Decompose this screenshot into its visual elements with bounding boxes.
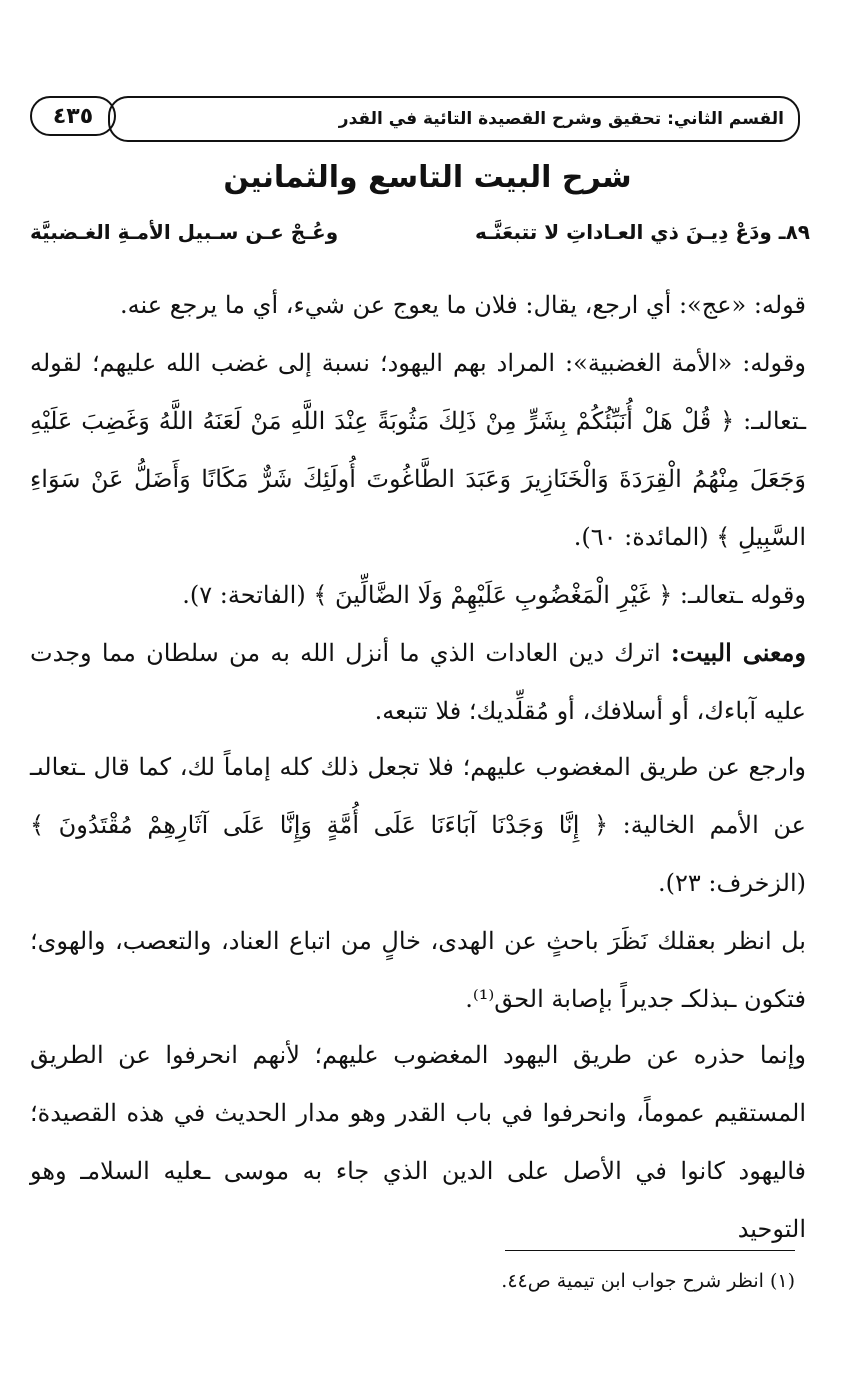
paragraph-text: وارجع عن طريق المغضوب عليهم؛ فلا تجعل ذلك كله إماماً لك، كما قال ـتعالىـ عن الأمم الخالية: ﴿ إِنَّا وَجَدْنَا آبَاءَنَا عَلَى أُمَّةٍ وَإِنَّا عَلَى آثَارِهِمْ مُقْتَدُونَ ﴾ (الزخرف: ٢٣).: [30, 753, 806, 897]
paragraph-text: بل انظر بعقلك نَظَرَ باحثٍ عن الهدى، خالٍ من اتباع العناد، والتعصب، والهوى؛ فتكون ـبذلكـ جديراً بإصابة الحق⁽¹⁾.: [30, 927, 806, 1013]
verse-line: [30, 214, 810, 254]
paragraph-4: [30, 624, 806, 740]
footnote-separator: [505, 1250, 795, 1251]
paragraph-lead: ومعنى البيت:: [670, 638, 807, 667]
section-title: شرح البيت التاسع والثمانين: [223, 160, 632, 195]
paragraph-text: اترك دين العادات الذي ما أنزل الله به من سلطان مما وجدت عليه آباءك، أو أسلافك، أو مُقلِّديك؛ فلا تتبعه.: [30, 639, 806, 725]
paragraph-text: وقوله: «الأمة الغضبية»: المراد بهم اليهود؛ نسبة إلى غضب الله عليهم؛ لقوله ـتعالىـ: ﴿ قُلْ هَلْ أُنَبِّئُكُمْ بِشَرٍّ مِنْ ذَلِكَ مَثُوبَةً عِنْدَ اللَّهِ مَنْ لَعَنَهُ اللَّهُ وَغَضِبَ عَلَيْهِ وَجَعَلَ مِنْهُمُ الْقِرَدَةَ وَالْخَنَازِيرَ وَعَبَدَ الطَّاغُوتَ أُولَئِكَ شَرٌّ مَكَانًا وَأَضَلُّ عَنْ سَوَاءِ السَّبِيلِ ﴾ (المائدة: ٦٠).: [30, 349, 806, 551]
paragraph-text: وقوله ـتعالىـ: ﴿ غَيْرِ الْمَغْضُوبِ عَلَيْهِمْ وَلَا الضَّالِّينَ ﴾ (الفاتحة: ٧).: [182, 581, 806, 609]
paragraph-2: [30, 334, 806, 566]
paragraph-6: [30, 912, 806, 1028]
paragraph-3: [30, 566, 806, 624]
paragraph-7: [30, 1026, 806, 1258]
paragraph-text: وإنما حذره عن طريق اليهود المغضوب عليهم؛ لأنهم انحرفوا عن الطريق المستقيم عموماً، وانحرفوا في باب القدر وهو مدار الحديث في هذه القصيدة؛ فاليهود كانوا في الأصل على الدين الذي جاء به موسى ـعليه السلامـ وهو التوحيد: [30, 1041, 806, 1243]
running-title: [108, 96, 800, 142]
paragraph-1: [30, 276, 806, 334]
verse-first-hemistich: ٨٩ـ ودَعْ دِيـنَ ذي العـاداتِ لا تتبعَنَّـه: [475, 220, 810, 244]
page-header: [30, 96, 800, 142]
footnote: (١) انظر شرح جواب ابن تيمية ص٤٤.: [501, 1270, 795, 1292]
verse-second-hemistich: وعُـجْ عـن سـبيل الأمـةِ الغـضبيَّة: [30, 220, 339, 244]
running-title-text: القسم الثاني: تحقيق وشرح القصيدة التائية في القدر: [338, 109, 784, 129]
paragraph-5: [30, 738, 806, 912]
page-number: ٤٣٥: [30, 96, 116, 136]
paragraph-text: قوله: «عج»: أي ارجع، يقال: فلان ما يعوج عن شيء، أي ما يرجع عنه.: [120, 291, 806, 319]
